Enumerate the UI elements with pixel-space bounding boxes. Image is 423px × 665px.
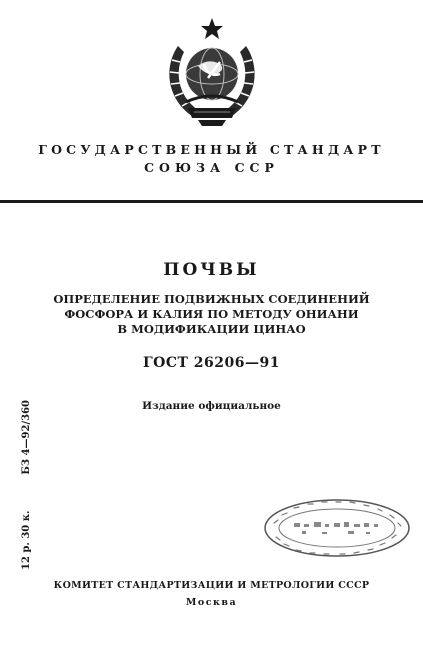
document-title: ПОЧВЫ	[163, 260, 260, 280]
subtitle-line: В МОДИФИКАЦИИ ЦИНАО	[117, 322, 306, 336]
oval-library-stamp-icon	[262, 497, 412, 559]
ussr-state-emblem-icon	[158, 16, 266, 128]
publisher-committee: КОМИТЕТ СТАНДАРТИЗАЦИИ И МЕТРОЛОГИИ СССР	[53, 580, 370, 591]
standard-subheading: СОЮЗА ССР	[144, 160, 279, 175]
document-subtitle	[0, 292, 423, 337]
edition-label: Издание официальное	[142, 400, 281, 412]
standard-heading: ГОСУДАРСТВЕННЫЙ СТАНДАРТ	[38, 142, 385, 157]
divider-rule	[0, 200, 423, 203]
publisher-city: Москва	[185, 597, 238, 608]
subtitle-line: ФОСФОРА И КАЛИЯ ПО МЕТОДУ ОНИАНИ	[64, 307, 359, 321]
price-label: 12 р. 30 к.	[20, 510, 32, 570]
catalog-code: БЗ 4—92/360	[20, 400, 32, 475]
margin-vertical-text	[14, 400, 38, 570]
subtitle-line: ОПРЕДЕЛЕНИЕ ПОДВИЖНЫХ СОЕДИНЕНИЙ	[53, 292, 370, 306]
gost-number: ГОСТ 26206—91	[143, 355, 280, 371]
